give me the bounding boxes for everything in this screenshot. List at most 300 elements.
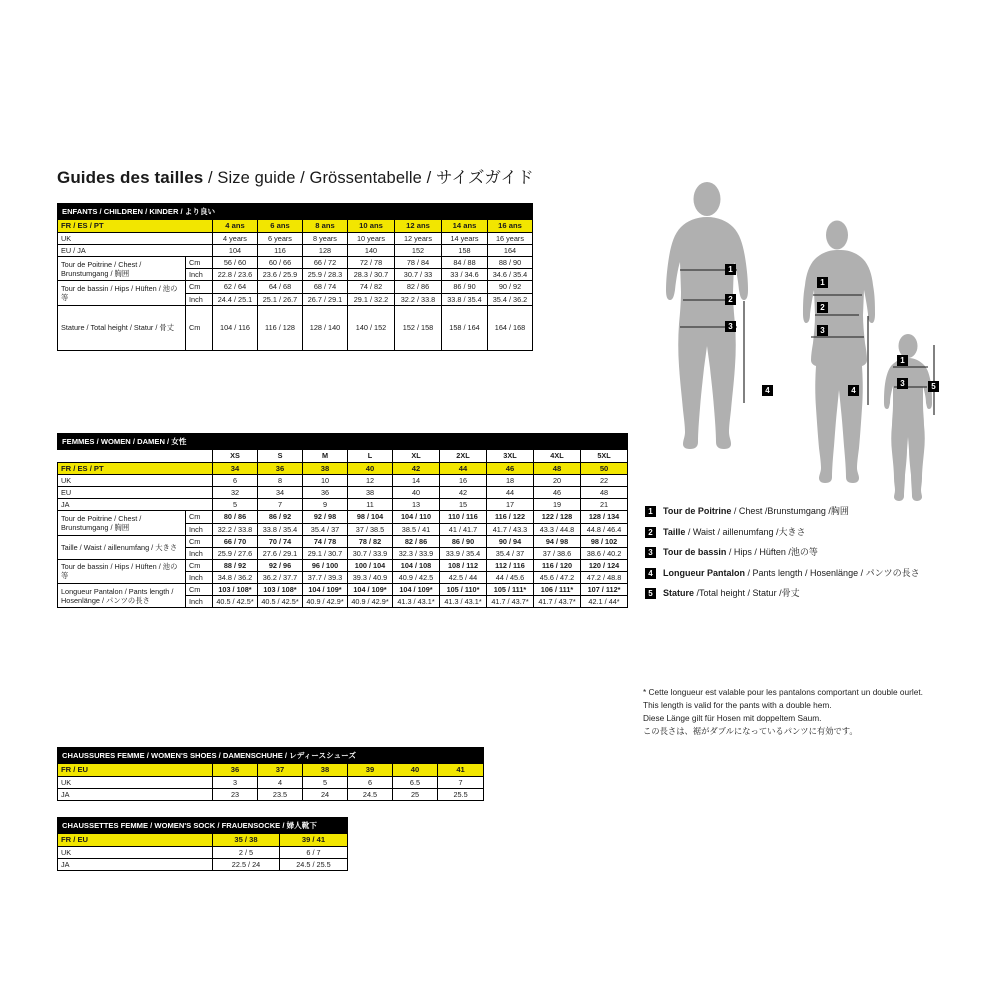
cell: 40 [393, 487, 440, 499]
figure-badge-1-child: 1 [897, 355, 908, 366]
cell: 20 [534, 475, 581, 487]
cell: 23.5 [258, 789, 303, 801]
cell: 39 / 41 [280, 834, 348, 846]
cell: 39 [348, 764, 393, 776]
children-size-table [57, 203, 533, 351]
shoes-fr-label: FR / EU [58, 764, 213, 776]
cell: 29.1 / 32.2 [348, 293, 395, 305]
cell: 84 / 88 [442, 257, 488, 269]
cell: 33 / 34.6 [442, 269, 488, 281]
cell: 164 / 168 [488, 305, 533, 350]
figure-badge-2-woman: 2 [817, 302, 828, 313]
legend-item-chest [645, 505, 990, 517]
unit-inch: Inch [186, 523, 213, 535]
cell: 41 / 41.7 [440, 523, 487, 535]
cell: 116 / 128 [258, 305, 303, 350]
cell: 35 / 38 [213, 834, 280, 846]
cell: 86 / 90 [440, 535, 487, 547]
cell: 36 [213, 764, 258, 776]
footnote-line-en: This length is valid for the pants with a double hem. [643, 700, 832, 710]
cell: 50 [581, 462, 628, 474]
unit-inch: Inch [186, 571, 213, 583]
cell: 32.2 / 33.8 [213, 523, 258, 535]
unit-cm: Cm [186, 535, 213, 547]
cell: 96 / 100 [303, 559, 348, 571]
women-size-3: L [348, 450, 393, 462]
table-row [58, 487, 628, 499]
table-row [58, 789, 484, 801]
footnote-line-de: Diese Länge gilt für Hosen mit doppeltem Saum. [643, 713, 822, 723]
cell: 6.5 [393, 776, 438, 788]
cell: 42.1 / 44* [581, 596, 628, 608]
cell: 41.7 / 43.7* [487, 596, 534, 608]
cell: 78 / 82 [348, 535, 393, 547]
man-silhouette [666, 182, 748, 449]
cell: 6 years [258, 232, 303, 244]
cell: 104 / 109* [303, 584, 348, 596]
shoes-row-label-uk: UK [58, 776, 213, 788]
legend-label-5: Stature [663, 588, 695, 598]
cell: 40.9 / 42.9* [348, 596, 393, 608]
cell: 7 [438, 776, 484, 788]
women-size-4: XL [393, 450, 440, 462]
footnote-line-ja: この長さは、裾がダブルになっているパンツに有効です。 [643, 726, 858, 736]
shoes-row-label-ja: JA [58, 789, 213, 801]
women-measure-chest-label: Tour de Poitrine / Chest / Brunstumgang / 胸囲 [58, 511, 186, 535]
cell: 104 / 108 [393, 559, 440, 571]
cell: 6 [213, 475, 258, 487]
cell: 92 / 98 [303, 511, 348, 523]
figure-badge-3-child: 3 [897, 378, 908, 389]
cell: 44 [487, 487, 534, 499]
cell: 2 / 5 [213, 846, 280, 858]
cell: 140 [348, 245, 395, 257]
legend-item-hips [645, 546, 990, 558]
cell: 23.6 / 25.9 [258, 269, 303, 281]
table-row [58, 281, 533, 293]
socks-table-header: CHAUSSETTES FEMME / WOMEN'S SOCK / FRAUENSOCKE / 婦人靴下 [58, 818, 348, 834]
table-row [58, 257, 533, 269]
children-table-header: ENFANTS / CHILDREN / KINDER / より良い [58, 204, 533, 220]
cell: 116 / 122 [487, 511, 534, 523]
cell: 90 / 94 [487, 535, 534, 547]
cell: 44 [440, 462, 487, 474]
cell: 37 [258, 764, 303, 776]
cell: 48 [581, 487, 628, 499]
cell: 120 / 124 [581, 559, 628, 571]
cell: 35.4 / 37 [487, 547, 534, 559]
cell: 42 [440, 487, 487, 499]
cell: 107 / 112* [581, 584, 628, 596]
women-size-6: 3XL [487, 450, 534, 462]
legend-desc-4: / Pants length / Hosenlänge / パンツの長さ [745, 567, 920, 578]
children-size-1: 6 ans [258, 220, 303, 232]
cell: 128 [303, 245, 348, 257]
socks-row-label-uk: UK [58, 846, 213, 858]
women-row-label-uk: UK [58, 475, 213, 487]
cell: 74 / 78 [303, 535, 348, 547]
children-size-0: 4 ans [213, 220, 258, 232]
legend-label-2: Taille [663, 526, 686, 537]
cell: 40.9 / 42.5 [393, 571, 440, 583]
cell: 4 years [213, 232, 258, 244]
cell: 38.5 / 41 [393, 523, 440, 535]
cell: 27.6 / 29.1 [258, 547, 303, 559]
legend-desc-3: / Hips / Hüften /池の等 [726, 547, 818, 557]
cell: 104 / 110 [393, 511, 440, 523]
figure-badge-5-child: 5 [928, 381, 939, 392]
woman-silhouette [803, 221, 875, 484]
cell: 44 / 45.6 [487, 571, 534, 583]
legend-desc-2: / Waist / aillenumfang /大きさ [685, 526, 806, 537]
cell: 33.9 / 35.4 [440, 547, 487, 559]
cell: 88 / 92 [213, 559, 258, 571]
cell: 32.2 / 33.8 [395, 293, 442, 305]
cell: 45.6 / 47.2 [534, 571, 581, 583]
cell: 122 / 128 [534, 511, 581, 523]
unit-cm: Cm [186, 511, 213, 523]
unit-cm: Cm [186, 257, 213, 269]
legend-number-2: 2 [645, 527, 656, 538]
legend-item-waist [645, 526, 990, 538]
unit-cm: Cm [186, 559, 213, 571]
cell: 78 / 84 [395, 257, 442, 269]
cell: 43.3 / 44.8 [534, 523, 581, 535]
cell: 10 years [348, 232, 395, 244]
cell: 11 [348, 499, 393, 511]
cell: 88 / 90 [488, 257, 533, 269]
figure-badge-3-man: 3 [725, 321, 736, 332]
legend-number-4: 4 [645, 568, 656, 579]
legend-number-3: 3 [645, 547, 656, 558]
table-row [58, 499, 628, 511]
cell: 3 [213, 776, 258, 788]
children-measure-chest-label: Tour de Poitrine / Chest / Brunstumgang / 胸囲 [58, 257, 186, 281]
cell: 24 [303, 789, 348, 801]
cell: 37 / 38.5 [348, 523, 393, 535]
cell: 30.7 / 33.9 [348, 547, 393, 559]
unit-inch: Inch [186, 269, 213, 281]
cell: 158 [442, 245, 488, 257]
women-size-8: 5XL [581, 450, 628, 462]
legend-item-stature [645, 587, 990, 599]
cell: 112 / 116 [487, 559, 534, 571]
table-row [58, 859, 348, 871]
cell: 39.3 / 40.9 [348, 571, 393, 583]
women-measure-hips-label: Tour de bassin / Hips / Hüften / 池の等 [58, 559, 186, 583]
cell: 86 / 92 [258, 511, 303, 523]
cell: 34 [258, 487, 303, 499]
cell: 104 / 109* [393, 584, 440, 596]
cell: 38 [348, 487, 393, 499]
cell: 128 / 134 [581, 511, 628, 523]
cell: 152 / 158 [395, 305, 442, 350]
cell: 82 / 86 [395, 281, 442, 293]
cell: 46 [487, 462, 534, 474]
table-row [58, 846, 348, 858]
cell: 22 [581, 475, 628, 487]
cell: 22.5 / 24 [213, 859, 280, 871]
cell: 98 / 104 [348, 511, 393, 523]
cell: 40 [393, 764, 438, 776]
cell: 25.1 / 26.7 [258, 293, 303, 305]
cell: 34.8 / 36.2 [213, 571, 258, 583]
unit-cm: Cm [186, 305, 213, 350]
socks-fr-row [58, 834, 348, 846]
cell: 38.6 / 40.2 [581, 547, 628, 559]
cell: 82 / 86 [393, 535, 440, 547]
table-row [58, 475, 628, 487]
cell: 164 [488, 245, 533, 257]
cell: 86 / 90 [442, 281, 488, 293]
socks-row-label-ja: JA [58, 859, 213, 871]
cell: 41.7 / 43.3 [487, 523, 534, 535]
children-row-label-eu: EU / JA [58, 245, 213, 257]
table-row [58, 535, 628, 547]
legend-number-5: 5 [645, 588, 656, 599]
cell: 6 / 7 [280, 846, 348, 858]
cell: 116 / 120 [534, 559, 581, 571]
cell: 30.7 / 33 [395, 269, 442, 281]
unit-inch: Inch [186, 547, 213, 559]
cell: 36 [303, 487, 348, 499]
cell: 40.9 / 42.9* [303, 596, 348, 608]
legend-desc-5: /Total height / Statur /骨丈 [694, 588, 800, 598]
children-row-label-uk: UK [58, 232, 213, 244]
table-row [58, 245, 533, 257]
cell: 104 / 109* [348, 584, 393, 596]
cell: 16 [440, 475, 487, 487]
children-size-2: 8 ans [303, 220, 348, 232]
cell: 100 / 104 [348, 559, 393, 571]
cell: 22.8 / 23.6 [213, 269, 258, 281]
cell: 46 [534, 487, 581, 499]
women-socks-table [57, 817, 348, 871]
figure-badge-4-woman: 4 [848, 385, 859, 396]
women-size-table [57, 433, 628, 608]
women-size-5: 2XL [440, 450, 487, 462]
page-title-bold: Guides des tailles [57, 168, 204, 187]
figure-badge-3-woman: 3 [817, 325, 828, 336]
cell: 66 / 72 [303, 257, 348, 269]
cell: 68 / 74 [303, 281, 348, 293]
cell: 16 years [488, 232, 533, 244]
cell: 25.9 / 28.3 [303, 269, 348, 281]
cell: 108 / 112 [440, 559, 487, 571]
page-title [57, 168, 677, 188]
children-size-5: 14 ans [442, 220, 488, 232]
children-measure-hips-label: Tour de bassin / Hips / Hüften / 池の等 [58, 281, 186, 305]
cell: 10 [303, 475, 348, 487]
cell: 41 [438, 764, 484, 776]
legend-number-1: 1 [645, 506, 656, 517]
cell: 25 [393, 789, 438, 801]
cell: 110 / 116 [440, 511, 487, 523]
cell: 15 [440, 499, 487, 511]
legend-label-1: Tour de Poitrine [663, 506, 732, 516]
cell: 35.4 / 36.2 [488, 293, 533, 305]
cell: 90 / 92 [488, 281, 533, 293]
cell: 37.7 / 39.3 [303, 571, 348, 583]
women-size-header-row [58, 450, 628, 462]
legend-desc-1: / Chest /Brunstumgang /胸囲 [731, 506, 849, 516]
unit-cm: Cm [186, 584, 213, 596]
cell: 98 / 102 [581, 535, 628, 547]
cell: 105 / 110* [440, 584, 487, 596]
cell: 116 [258, 245, 303, 257]
table-row [58, 232, 533, 244]
cell: 35.4 / 37 [303, 523, 348, 535]
table-row [58, 511, 628, 523]
cell: 13 [393, 499, 440, 511]
women-size-0: XS [213, 450, 258, 462]
cell: 106 / 111* [534, 584, 581, 596]
cell: 29.1 / 30.7 [303, 547, 348, 559]
cell: 12 [348, 475, 393, 487]
cell: 152 [395, 245, 442, 257]
women-measure-waist-label: Taille / Waist / aillenumfang / 大きさ [58, 535, 186, 559]
cell: 41.3 / 43.1* [393, 596, 440, 608]
cell: 42.5 / 44 [440, 571, 487, 583]
cell: 17 [487, 499, 534, 511]
cell: 33.8 / 35.4 [258, 523, 303, 535]
cell: 23 [213, 789, 258, 801]
children-fr-label: FR / ES / PT [58, 220, 213, 232]
cell: 92 / 96 [258, 559, 303, 571]
cell: 47.2 / 48.8 [581, 571, 628, 583]
cell: 94 / 98 [534, 535, 581, 547]
women-measure-pants-label: Longueur Pantalon / Pants length / Hosenlänge / パンツの長さ [58, 584, 186, 608]
cell: 7 [258, 499, 303, 511]
cell: 41.3 / 43.1* [440, 596, 487, 608]
unit-inch: Inch [186, 596, 213, 608]
figure-badge-1-man: 1 [725, 264, 736, 275]
socks-fr-label: FR / EU [58, 834, 213, 846]
cell: 72 / 78 [348, 257, 395, 269]
cell: 26.7 / 29.1 [303, 293, 348, 305]
women-size-1: S [258, 450, 303, 462]
children-size-4: 12 ans [395, 220, 442, 232]
cell: 8 years [303, 232, 348, 244]
women-fr-row [58, 462, 628, 474]
cell: 38 [303, 764, 348, 776]
cell: 103 / 108* [258, 584, 303, 596]
cell: 44.8 / 46.4 [581, 523, 628, 535]
legend-label-4: Longueur Pantalon [663, 567, 745, 578]
footnote-line-fr: * Cette longueur est valable pour les pantalons comportant un double ourlet. [643, 687, 923, 697]
cell: 105 / 111* [487, 584, 534, 596]
cell: 34 [213, 462, 258, 474]
women-table-header: FEMMES / WOMEN / DAMEN / 女性 [58, 434, 628, 450]
children-size-6: 16 ans [488, 220, 533, 232]
figure-badge-4-man: 4 [762, 385, 773, 396]
unit-cm: Cm [186, 281, 213, 293]
cell: 12 years [395, 232, 442, 244]
cell: 36.2 / 37.7 [258, 571, 303, 583]
cell: 48 [534, 462, 581, 474]
cell: 70 / 74 [258, 535, 303, 547]
cell: 104 / 116 [213, 305, 258, 350]
cell: 28.3 / 30.7 [348, 269, 395, 281]
cell: 104 [213, 245, 258, 257]
cell: 4 [258, 776, 303, 788]
cell: 60 / 66 [258, 257, 303, 269]
cell: 80 / 86 [213, 511, 258, 523]
shoes-table-header: CHAUSSURES FEMME / WOMEN'S SHOES / DAMENSCHUHE / レディースシューズ [58, 748, 484, 764]
cell: 21 [581, 499, 628, 511]
cell: 18 [487, 475, 534, 487]
legend-item-pants-length [645, 567, 990, 579]
cell: 25.9 / 27.6 [213, 547, 258, 559]
cell: 14 [393, 475, 440, 487]
legend [645, 505, 990, 608]
cell: 158 / 164 [442, 305, 488, 350]
cell: 41.7 / 43.7* [534, 596, 581, 608]
cell: 19 [534, 499, 581, 511]
cell: 25.5 [438, 789, 484, 801]
cell: 37 / 38.6 [534, 547, 581, 559]
women-size-2: M [303, 450, 348, 462]
unit-inch: Inch [186, 293, 213, 305]
table-row [58, 776, 484, 788]
cell: 24.5 / 25.5 [280, 859, 348, 871]
cell: 36 [258, 462, 303, 474]
cell: 14 years [442, 232, 488, 244]
cell: 9 [303, 499, 348, 511]
figure-badge-2-man: 2 [725, 294, 736, 305]
women-size-7: 4XL [534, 450, 581, 462]
cell: 32 [213, 487, 258, 499]
table-row [58, 559, 628, 571]
women-row-label-eu: EU [58, 487, 213, 499]
cell: 62 / 64 [213, 281, 258, 293]
cell: 140 / 152 [348, 305, 395, 350]
women-shoes-table [57, 747, 484, 801]
footnote [643, 686, 983, 738]
cell: 74 / 82 [348, 281, 395, 293]
cell: 128 / 140 [303, 305, 348, 350]
women-row-label-ja: JA [58, 499, 213, 511]
cell: 5 [213, 499, 258, 511]
page-title-rest: / Size guide / Grössentabelle / サイズガイド [203, 169, 534, 187]
cell: 24.5 [348, 789, 393, 801]
cell: 5 [303, 776, 348, 788]
cell: 42 [393, 462, 440, 474]
cell: 33.8 / 35.4 [442, 293, 488, 305]
cell: 34.6 / 35.4 [488, 269, 533, 281]
cell: 103 / 108* [213, 584, 258, 596]
figure-badge-1-woman: 1 [817, 277, 828, 288]
shoes-fr-row [58, 764, 484, 776]
cell: 40.5 / 42.5* [213, 596, 258, 608]
cell: 40 [348, 462, 393, 474]
cell: 6 [348, 776, 393, 788]
cell: 64 / 68 [258, 281, 303, 293]
cell: 24.4 / 25.1 [213, 293, 258, 305]
legend-label-3: Tour de bassin [663, 547, 727, 557]
cell: 40.5 / 42.5* [258, 596, 303, 608]
children-size-3: 10 ans [348, 220, 395, 232]
cell: 56 / 60 [213, 257, 258, 269]
cell: 38 [303, 462, 348, 474]
cell: 8 [258, 475, 303, 487]
table-row [58, 305, 533, 350]
women-fr-label: FR / ES / PT [58, 462, 213, 474]
cell: 66 / 70 [213, 535, 258, 547]
child-silhouette [884, 334, 932, 501]
table-row [58, 584, 628, 596]
children-measure-stature-label: Stature / Total height / Statur / 骨丈 [58, 305, 186, 350]
